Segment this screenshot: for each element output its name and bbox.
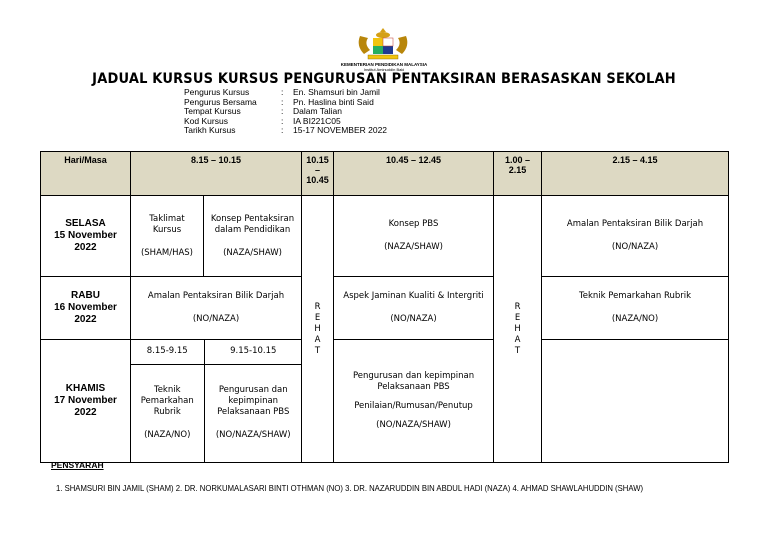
session-title: Konsep PBS <box>388 219 439 229</box>
course-meta <box>184 88 387 136</box>
rehat-letter: A <box>314 334 321 345</box>
meta-row: Pengurus Kursus : En. Shamsuri bin Jamil <box>184 87 380 97</box>
meta-value: 15-17 NOVEMBER 2022 <box>293 125 388 136</box>
session-title: Amalan Pentaksiran Bilik Darjah <box>566 219 704 229</box>
meta-label: Tarikh Kursus <box>184 125 236 136</box>
session-title: Pengurusan dan kepimpinan Pelaksanaan PBS <box>352 371 475 392</box>
rehat-break-2 <box>494 196 542 463</box>
time-label: 9.15-10.15 <box>204 340 302 364</box>
day-date: 16 November <box>54 302 117 313</box>
session-title: Konsep Pentaksiran dalam Pendidikan <box>210 213 295 235</box>
meta-label: Pengurus Kursus <box>184 87 250 97</box>
table-row <box>41 196 729 277</box>
header-slot-3: 2.15 – 4.15 <box>542 152 729 196</box>
rehat-letter: R <box>514 301 521 312</box>
session-subtitle: Penilaian/Rumusan/Penutup <box>354 401 473 411</box>
table-header-row <box>41 152 729 196</box>
session-lecturer: (NAZA/SHAW) <box>223 247 282 258</box>
meta-value: Dalam Talian <box>293 106 342 117</box>
session-lecturer: (NAZA/NO) <box>144 430 191 441</box>
rehat-letter: H <box>514 323 521 334</box>
lecturers-heading: PENSYARAH <box>51 460 104 470</box>
session-cell <box>131 196 204 277</box>
malaysia-crest-logo <box>354 26 412 62</box>
page-title: JADUAL KURSUS KURSUS PENGURUSAN PENTAKSIRAN BERASASKAN SEKOLAH <box>92 71 676 87</box>
header-break-1: 10.15 – 10.45 <box>302 152 334 196</box>
meta-value: Pn. Haslina binti Said <box>293 96 374 107</box>
day-name: KHAMIS <box>65 383 106 394</box>
day-cell <box>41 340 131 463</box>
rehat-letter: A <box>514 334 521 345</box>
table-row <box>41 340 729 463</box>
header-slot-2: 10.45 – 12.45 <box>334 152 494 196</box>
header-slot-1: 8.15 – 10.15 <box>131 152 302 196</box>
session-title: Taklimat Kursus <box>149 213 185 235</box>
session-cell <box>131 277 302 340</box>
session-title: Aspek Jaminan Kualiti & Intergriti <box>343 291 484 301</box>
empty-session-cell <box>542 340 729 463</box>
session-lecturer: (NO/NAZA) <box>192 314 240 324</box>
meta-value: IA BI221C05 <box>293 115 341 126</box>
session-cell <box>542 277 729 340</box>
session-cell <box>334 196 494 277</box>
day-year: 2022 <box>74 407 97 418</box>
rehat-letter: R <box>314 301 321 312</box>
session-cell <box>204 196 302 277</box>
day-year: 2022 <box>74 314 97 325</box>
session-lecturer: (NO/NAZA/SHAW) <box>215 430 291 441</box>
day-name: SELASA <box>65 218 106 229</box>
session-cell <box>542 196 729 277</box>
rehat-break-1 <box>302 196 334 463</box>
rehat-letter: H <box>314 323 321 334</box>
institute-text: Institut Aminuddin Baki <box>363 67 405 72</box>
time-label: 8.15-9.15 <box>131 340 204 364</box>
day-name: RABU <box>71 290 100 301</box>
session-cell <box>334 340 494 463</box>
meta-row: Kod Kursus : IA BI221C05 <box>184 115 341 126</box>
rehat-letter: T <box>314 345 321 356</box>
day-date: 17 November <box>54 395 117 406</box>
meta-row: Pengurus Bersama : Pn. Haslina binti Said <box>184 96 374 107</box>
rehat-letter: T <box>514 345 521 356</box>
table-row <box>41 277 729 340</box>
split-session-cell <box>131 340 302 463</box>
ministry-text: KEMENTERIAN PENDIDIKAN MALAYSIA <box>340 62 428 67</box>
session-cell <box>131 364 204 462</box>
rehat-letter: E <box>314 312 321 323</box>
schedule-table <box>40 151 729 463</box>
session-lecturer: (SHAM/HAS) <box>140 247 194 258</box>
header-day: Hari/Masa <box>41 152 131 196</box>
meta-label: Tempat Kursus <box>184 106 241 117</box>
session-title: Pengurusan dan kepimpinan Pelaksanaan PBS <box>217 385 290 418</box>
day-cell <box>41 277 131 340</box>
session-title: Teknik Pemarkahan Rubrik <box>578 291 692 301</box>
session-lecturer: (NAZA/NO) <box>611 314 659 324</box>
session-title: Teknik Pemarkahan Rubrik <box>140 385 194 418</box>
day-date: 15 November <box>54 230 117 241</box>
meta-row: Tarikh Kursus : 15-17 NOVEMBER 2022 <box>184 125 388 136</box>
meta-label: Kod Kursus <box>184 115 228 126</box>
rehat-letter: E <box>514 312 521 323</box>
meta-value: En. Shamsuri bin Jamil <box>293 87 380 97</box>
day-cell <box>41 196 131 277</box>
session-lecturer: (NO/NAZA) <box>390 314 437 324</box>
session-lecturer: (NO/NAZA/SHAW) <box>376 420 451 430</box>
session-lecturer: (NO/NAZA) <box>611 242 659 252</box>
lecturers-list: 1. SHAMSURI BIN JAMIL (SHAM) 2. DR. NORKUMALASARI BINTI OTHMAN (NO) 3. DR. NAZARUDDIN BIN ABDUL HADI (NAZA) 4. AHMAD SHAWLAHUDDIN (SHAW) <box>56 483 644 493</box>
session-title: Amalan Pentaksiran Bilik Darjah <box>147 291 285 301</box>
session-cell <box>334 277 494 340</box>
header-break-2: 1.00 – 2.15 <box>494 152 542 196</box>
session-cell <box>204 364 302 462</box>
session-lecturer: (NAZA/SHAW) <box>384 242 443 252</box>
meta-label: Pengurus Bersama <box>184 96 257 107</box>
day-year: 2022 <box>74 242 97 253</box>
meta-row: Tempat Kursus : Dalam Talian <box>184 106 342 117</box>
